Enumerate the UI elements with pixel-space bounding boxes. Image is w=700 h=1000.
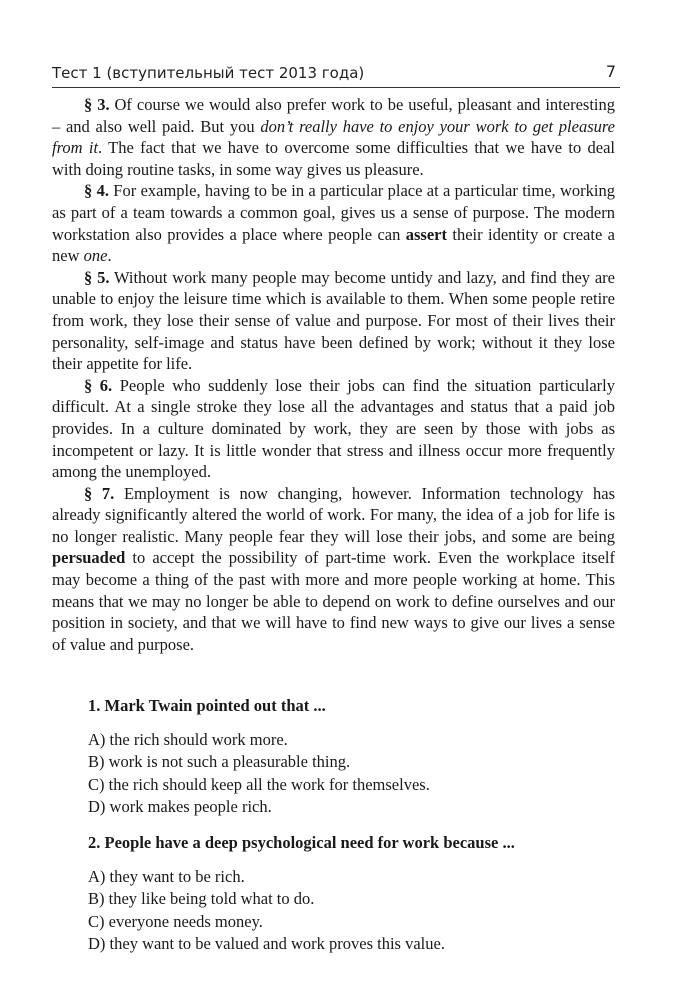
section-marker: § 3. [84,95,110,114]
question-title: 1. Mark Twain pointed out that ... [88,696,326,715]
answer-option: C) the rich should keep all the work for themselves. [88,774,430,794]
paragraph-text: For example, having to be in a particular place at a particular time, working as part of a team towards a common goal, gives us a sense of purpose. The modern workstation also provides a place where people can [52,181,615,244]
vocabulary-word: persuaded [52,548,126,568]
paragraph-text: Of course we would also prefer work to be useful, pleasant and interesting – and also well paid. But you [52,95,616,136]
section-marker: § 6. [84,375,113,395]
section-marker: § 5. [84,267,110,287]
paragraph-text: People who suddenly lose their jobs can find the situation particularly difficult. At a single stroke they lose all the advantages and status that a paid job provides. In a culture dominated by work, they are seen by those with jobs as incompetent or lazy. It is little wonder that stress and illness occur more frequently among the unemployed. [52,375,615,482]
page-number: 7 [605,62,616,81]
question-2 [88,832,618,955]
paragraph-text: Without work many people may become untidy and lazy, and find they are unable to enjoy the leisure time which is available to them. When some people retire from work, they lose their sense of value and purpose. For most of their lives their personality, self-image and status have been defined by work; without it they lose their appetite for life. [52,267,616,374]
answer-option: D) work makes people rich. [88,796,272,816]
article-body [52,94,616,655]
paragraph-7 [52,483,615,656]
paragraph-text: . [107,246,112,266]
answer-option: D) they want to be valued and work proves this value. [88,933,445,953]
paragraph-text: to accept the possibility of part-time work. Even the workplace itself may become a thing of the past with more and more people working at home. This means that we may no longer be able to depend on work to define ourselves and our position in society, and that we will have to find new ways to give our lives a sense of value and purpose. [52,548,615,654]
answer-option: A) the rich should work more. [88,730,288,750]
emphasis-text: one [83,246,108,266]
section-marker: § 7. [84,483,115,503]
paragraph-6 [52,375,615,483]
header-divider [52,87,620,88]
section-marker: § 4. [84,181,109,201]
paragraph-text: Employment is now changing, however. Information technology has already significantly altered the world of work. For many, the idea of a job for life is no longer realistic. Many people fear they will lose their jobs, and some are being [52,483,615,546]
answer-option: B) they like being told what to do. [88,889,315,909]
question-title: 2. People have a deep psychological need for work because ... [88,833,515,853]
paragraph-text: . The fact that we have to overcome some difficulties that we have to deal with doing routine tasks, in some way gives us pleasure. [52,138,616,179]
paragraph-text: their identity or create a new [52,224,615,266]
question-section [88,695,618,955]
page-header [52,60,618,88]
vocabulary-word: assert [405,224,447,244]
answer-option: A) they want to be rich. [88,867,245,887]
question-1 [88,695,618,818]
header-title: Тест 1 (вступительный тест 2013 года) [52,64,365,82]
paragraph-5 [52,267,615,375]
paragraph-3 [52,94,615,180]
emphasis-text: don’t really have to enjoy your work to get pleasure from it [52,116,615,158]
answer-option: C) everyone needs money. [88,911,263,931]
paragraph-4 [52,180,615,266]
answer-option: B) work is not such a pleasurable thing. [88,752,351,772]
